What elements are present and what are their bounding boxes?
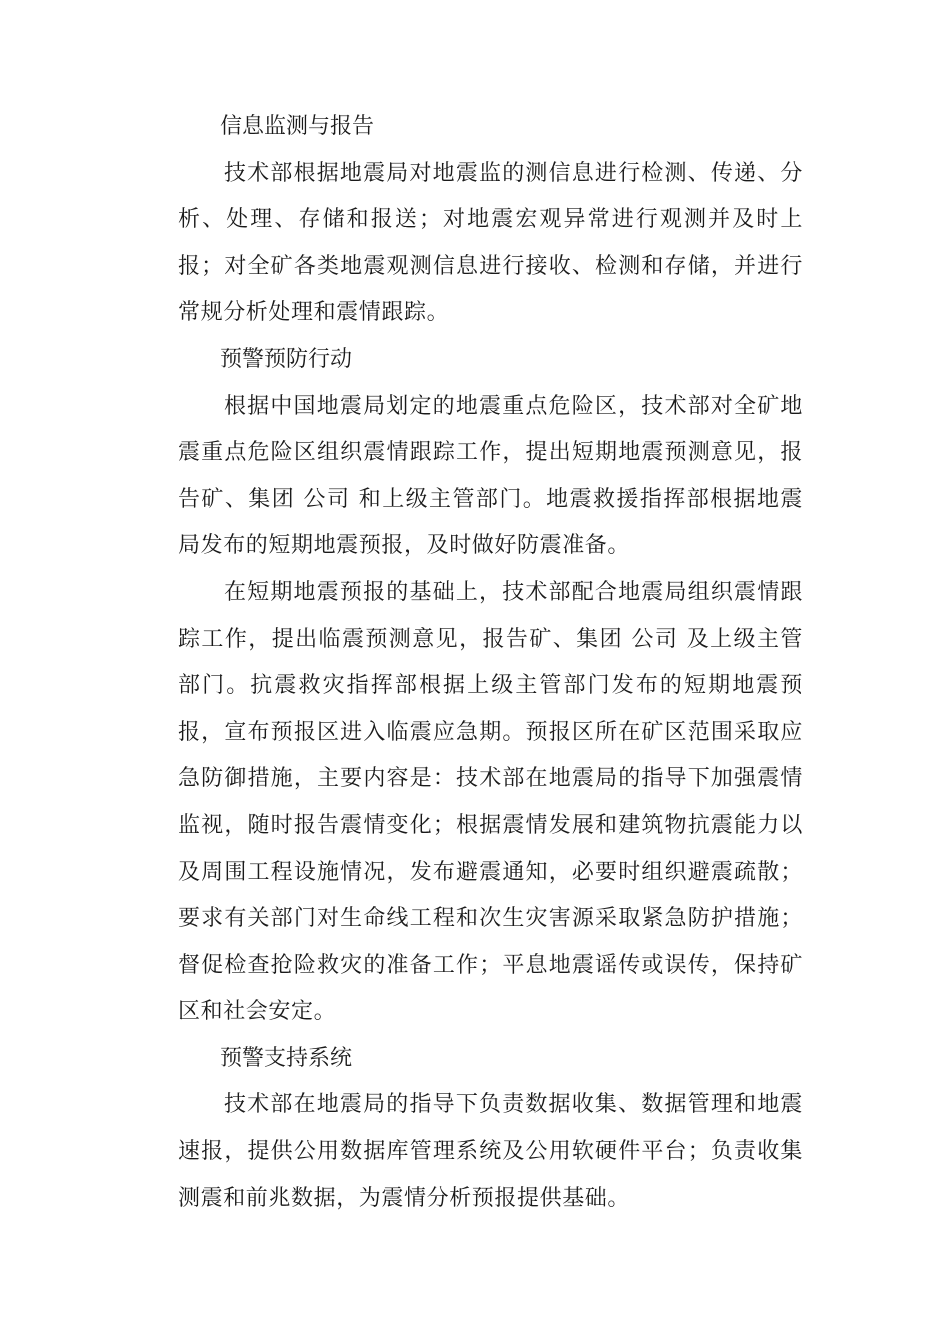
document-body — [178, 104, 803, 1222]
paragraph-support-system: 技术部在地震局的指导下负责数据收集、数据管理和地震速报，提供公用数据库管理系统及公用软硬件平台；负责收集测震和前兆数据，为震情分析预报提供基础。 — [178, 1092, 803, 1211]
paragraph-early-warning-1: 根据中国地震局划定的地震重点危险区，技术部对全矿地震重点危险区组织震情跟踪工作，提出短期地震预测意见，报告矿、集团 公司 和上级主管部门。地震救援指挥部根据地震局发布的短期地震预报，及时做好防震准备。 — [178, 393, 803, 559]
paragraph-early-warning-2: 在短期地震预报的基础上，技术部配合地震局组织震情跟踪工作，提出临震预测意见，报告矿、集团 公司 及上级主管部门。抗震救灾指挥部根据上级主管部门发布的短期地震预报，宣布预报区进入临震应急期。预报区所在矿区范围采取应急防御措施，主要内容是：技术部在地震局的指导下加强震情监视，随时报告震情变化；根据震情发展和建筑物抗震能力以及周围工程设施情况，发布避震通知，必要时组织避震疏散；要求有关部门对生命线工程和次生灾害源采取紧急防护措施；督促检查抢险救灾的准备工作；平息地震谣传或误传，保持矿区和社会安定。 — [178, 579, 803, 1025]
section-heading-info-monitoring: 信息监测与报告 — [220, 114, 375, 139]
section-heading-early-warning: 预警预防行动 — [220, 346, 353, 372]
section-heading-support-system: 预警支持系统 — [220, 1045, 353, 1071]
paragraph-info-monitoring: 技术部根据地震局对地震监的测信息进行检测、传递、分析、处理、存储和报送；对地震宏观异常进行观测并及时上报；对全矿各类地震观测信息进行接收、检测和存储，并进行常规分析处理和震情跟踪。 — [178, 160, 803, 326]
